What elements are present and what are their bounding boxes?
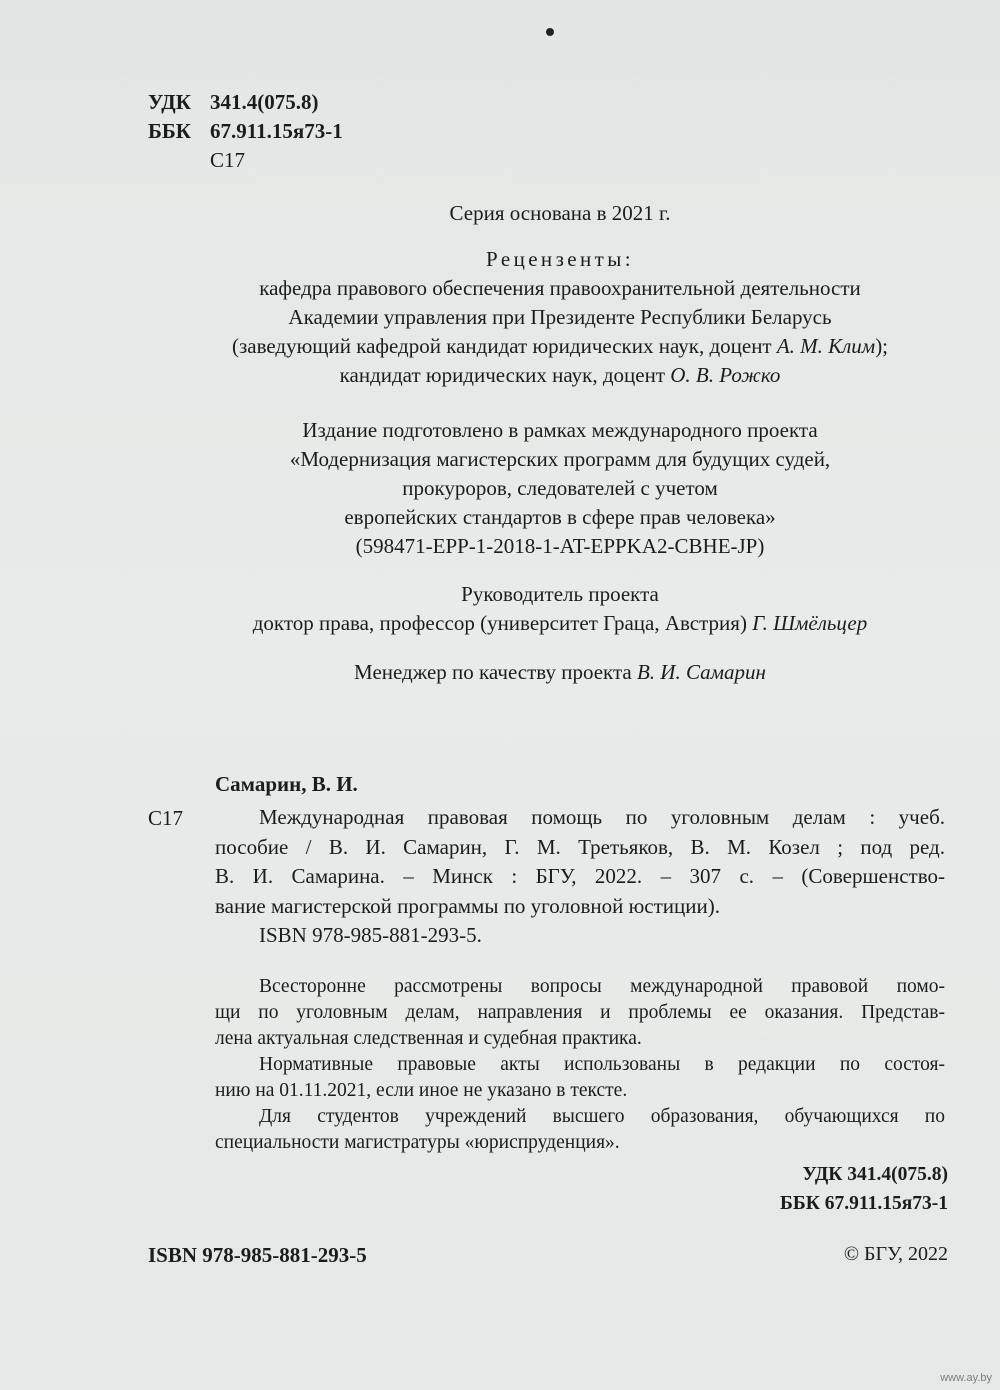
catalog-index: С17	[148, 806, 184, 830]
manager-line	[100, 658, 1000, 687]
bottom-bbk: ББК 67.911.15я73-1	[779, 1193, 948, 1214]
annotation	[215, 974, 945, 1156]
bottom-codes	[780, 1160, 948, 1218]
annotation-p3-line-1: Для студентов учреждений высшего образования, обучающихся по	[259, 1106, 945, 1127]
reviewer-1-name: А. М. Клим	[776, 334, 876, 358]
udk-line	[148, 88, 319, 117]
bbk-key: ББК	[148, 119, 191, 143]
udk-value: 341.4(075.8)	[210, 90, 319, 114]
leader-name: Г. Шмёльцер	[752, 611, 868, 635]
bbk-value: 67.911.15я73-1	[210, 119, 343, 143]
project-section	[100, 416, 1000, 561]
annotation-p1-line-1: Всесторонне рассмотрены вопросы международной правовой помо-	[259, 976, 945, 997]
leader-title: Руководитель проекта	[461, 582, 659, 606]
catalog-line-1: Международная правовая помощь по уголовным делам : учеб.	[259, 805, 945, 829]
bbk-line	[148, 117, 343, 146]
annotation-p1-line-3: лена актуальная следственная и судебная практика.	[215, 1028, 642, 1049]
print-dot	[546, 28, 554, 36]
catalog-isbn: ISBN 978-985-881-293-5.	[259, 923, 482, 947]
leader-section	[100, 580, 1000, 638]
annotation-p3-line-2: специальности магистратуры «юриспруденция».	[215, 1132, 620, 1153]
manager-text: Менеджер по качеству проекта	[354, 660, 637, 684]
bottom-isbn: ISBN 978-985-881-293-5	[148, 1243, 367, 1267]
catalog-line-2: пособие / В. И. Самарин, Г. М. Третьяков, В. М. Козел ; под ред.	[215, 834, 945, 859]
author-mark-value: С17	[210, 148, 246, 172]
author-mark-line	[148, 146, 245, 175]
project-line-4: европейских стандартов в сфере прав человека»	[344, 505, 776, 529]
reviewers-line-4	[100, 361, 1000, 390]
catalog-line-4: вание магистерской программы по уголовной юстиции).	[215, 893, 721, 918]
project-line-3: прокуроров, следователей с учетом	[402, 476, 718, 500]
reviewer-2-text: кандидат юридических наук, доцент	[339, 363, 671, 387]
project-line-2: «Модернизация магистерских программ для будущих судей,	[289, 447, 831, 471]
reviewers-section	[100, 245, 1000, 390]
annotation-p2-line-1: Нормативные правовые акты использованы в редакции по состоя-	[259, 1054, 945, 1075]
site-watermark: www.ay.by	[940, 1372, 992, 1384]
reviewers-line-1: кафедра правового обеспечения правоохранительной деятельности	[259, 276, 861, 300]
udk-key: УДК	[148, 90, 191, 114]
leader-line	[100, 609, 1000, 638]
project-code: (598471-EPP-1-2018-1-AT-EPPKA2-CBHE-JP)	[355, 534, 765, 558]
annotation-p2-line-2: нию на 01.11.2021, если иное не указано в тексте.	[215, 1080, 628, 1101]
reviewers-line-2: Академии управления при Президенте Республики Беларусь	[288, 305, 832, 329]
reviewers-heading: Рецензенты:	[486, 247, 634, 271]
reviewers-line-3	[100, 332, 1000, 361]
reviewer-2-name: О. В. Рожко	[670, 363, 781, 387]
manager-name: В. И. Самарин	[636, 660, 766, 684]
annotation-p1-line-2: щи по уголовным делам, направления и проблемы ее оказания. Представ-	[215, 1002, 945, 1023]
series-note: Серия основана в 2021 г.	[449, 201, 671, 225]
catalog-author: Самарин, В. И.	[215, 772, 358, 796]
catalog-entry	[215, 803, 945, 951]
project-line-1: Издание подготовлено в рамках международного проекта	[302, 418, 818, 442]
copyright: © БГУ, 2022	[843, 1243, 948, 1265]
reviewer-1-text: (заведующий кафедрой кандидат юридических наук, доцент	[231, 334, 777, 358]
catalog-line-3: В. И. Самарина. – Минск : БГУ, 2022. – 307 с. – (Совершенство-	[215, 864, 945, 888]
leader-text: доктор права, профессор (университет Граца, Австрия)	[252, 611, 753, 635]
reviewer-1-end: );	[875, 334, 889, 358]
bottom-udk: УДК 341.4(075.8)	[802, 1164, 948, 1185]
